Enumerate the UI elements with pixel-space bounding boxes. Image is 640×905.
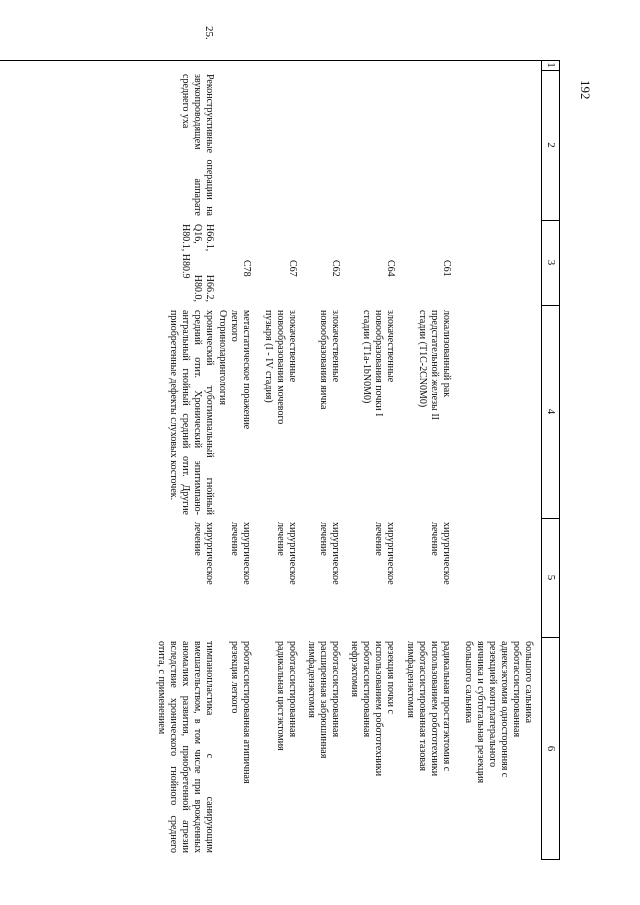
row-3-treatment: хирургическое лечение xyxy=(318,522,341,585)
row-0-procedure: большого сальника роботассистированная аднексэктомия односторонняя с резекцией контрлатерального яичника и субтотальная резекция большого сальника xyxy=(463,641,534,784)
header-col-2: 2 xyxy=(545,142,557,148)
row-2-mkb-code: C64 xyxy=(385,260,396,277)
header-col-3: 3 xyxy=(545,259,557,266)
row-25-operation-type: Реконструктивные операции на звукопроводящем аппарате среднего уха xyxy=(180,74,215,216)
row-3-procedure: роботассистированная расширенная забрюшинная лимфаденэктомия xyxy=(306,641,341,759)
row-25-diagnosis: хронический туботимпальный гнойный средний отит. Хронический эпитимпано-антральный гнойный средний отит. Другие приобретенные дефекты слуховых косточек. xyxy=(168,310,215,515)
header-col-6: 6 xyxy=(545,745,557,752)
row-25-mkb-codes: H66.1, H66.2, Q16, H80.0, H80.1, H80.9 xyxy=(180,224,215,302)
header-col-1: 1 xyxy=(545,62,557,68)
row-5-diagnosis: метастатическое поражение легкого xyxy=(229,310,252,430)
row-4-treatment: хирургическое лечение xyxy=(275,522,298,585)
section-heading-otorhinolaryngology: Оториноларингология xyxy=(217,310,228,405)
header-top-border xyxy=(559,60,560,860)
row-1-treatment: хирургическое лечение xyxy=(429,522,452,585)
header-col-4: 4 xyxy=(545,408,557,415)
rotated-table xyxy=(100,26,560,860)
page-number: 192 xyxy=(578,80,593,100)
row-3-mkb-code: C62 xyxy=(330,260,341,277)
header-bottom-border xyxy=(541,60,542,860)
row-3-diagnosis: злокачественные новообразования яичка xyxy=(318,310,341,410)
row-4-diagnosis: злокачественные новообразования мочевого пузыря (I - IV стадия) xyxy=(263,310,298,425)
header-col-5: 5 xyxy=(545,574,557,581)
row-1-procedure: радикальная простатэктомия с использованием робототехники роботассистированная тазовая лимфаденэктомия xyxy=(405,641,452,777)
table-left-border xyxy=(0,60,560,61)
row-25-treatment: хирургическое лечение xyxy=(192,522,215,585)
row-5-mkb-code: C78 xyxy=(241,260,252,277)
row-25-number: 25. xyxy=(203,26,215,40)
row-2-diagnosis: злокачественные новообразования почки I стадии (T1a-1bN0M0) xyxy=(361,310,396,417)
row-1-diagnosis: локализованный рак предстательной железы II стадии (T1C-2CN0M0) xyxy=(417,310,452,421)
row-2-treatment: хирургическое лечение xyxy=(373,522,396,585)
row-1-mkb-code: C61 xyxy=(441,260,452,277)
row-4-procedure: роботассистированная радикальная цистэктомия xyxy=(275,641,298,751)
row-5-treatment: хирургическое лечение xyxy=(229,522,252,585)
row-5-procedure: роботассистированная атипичная резекция легкого xyxy=(229,641,252,784)
row-25-procedure: тимпанопластика с санирующим вмешательством, в том числе при врожденных аномалиях развития, приобретенной атрезии вследствие хронического гнойного среднего отита, с применением xyxy=(156,641,215,853)
row-4-mkb-code: C67 xyxy=(287,260,298,277)
row-2-procedure: резекция почки с использованием робототехники роботассистированная нефрэктомия xyxy=(349,641,396,777)
